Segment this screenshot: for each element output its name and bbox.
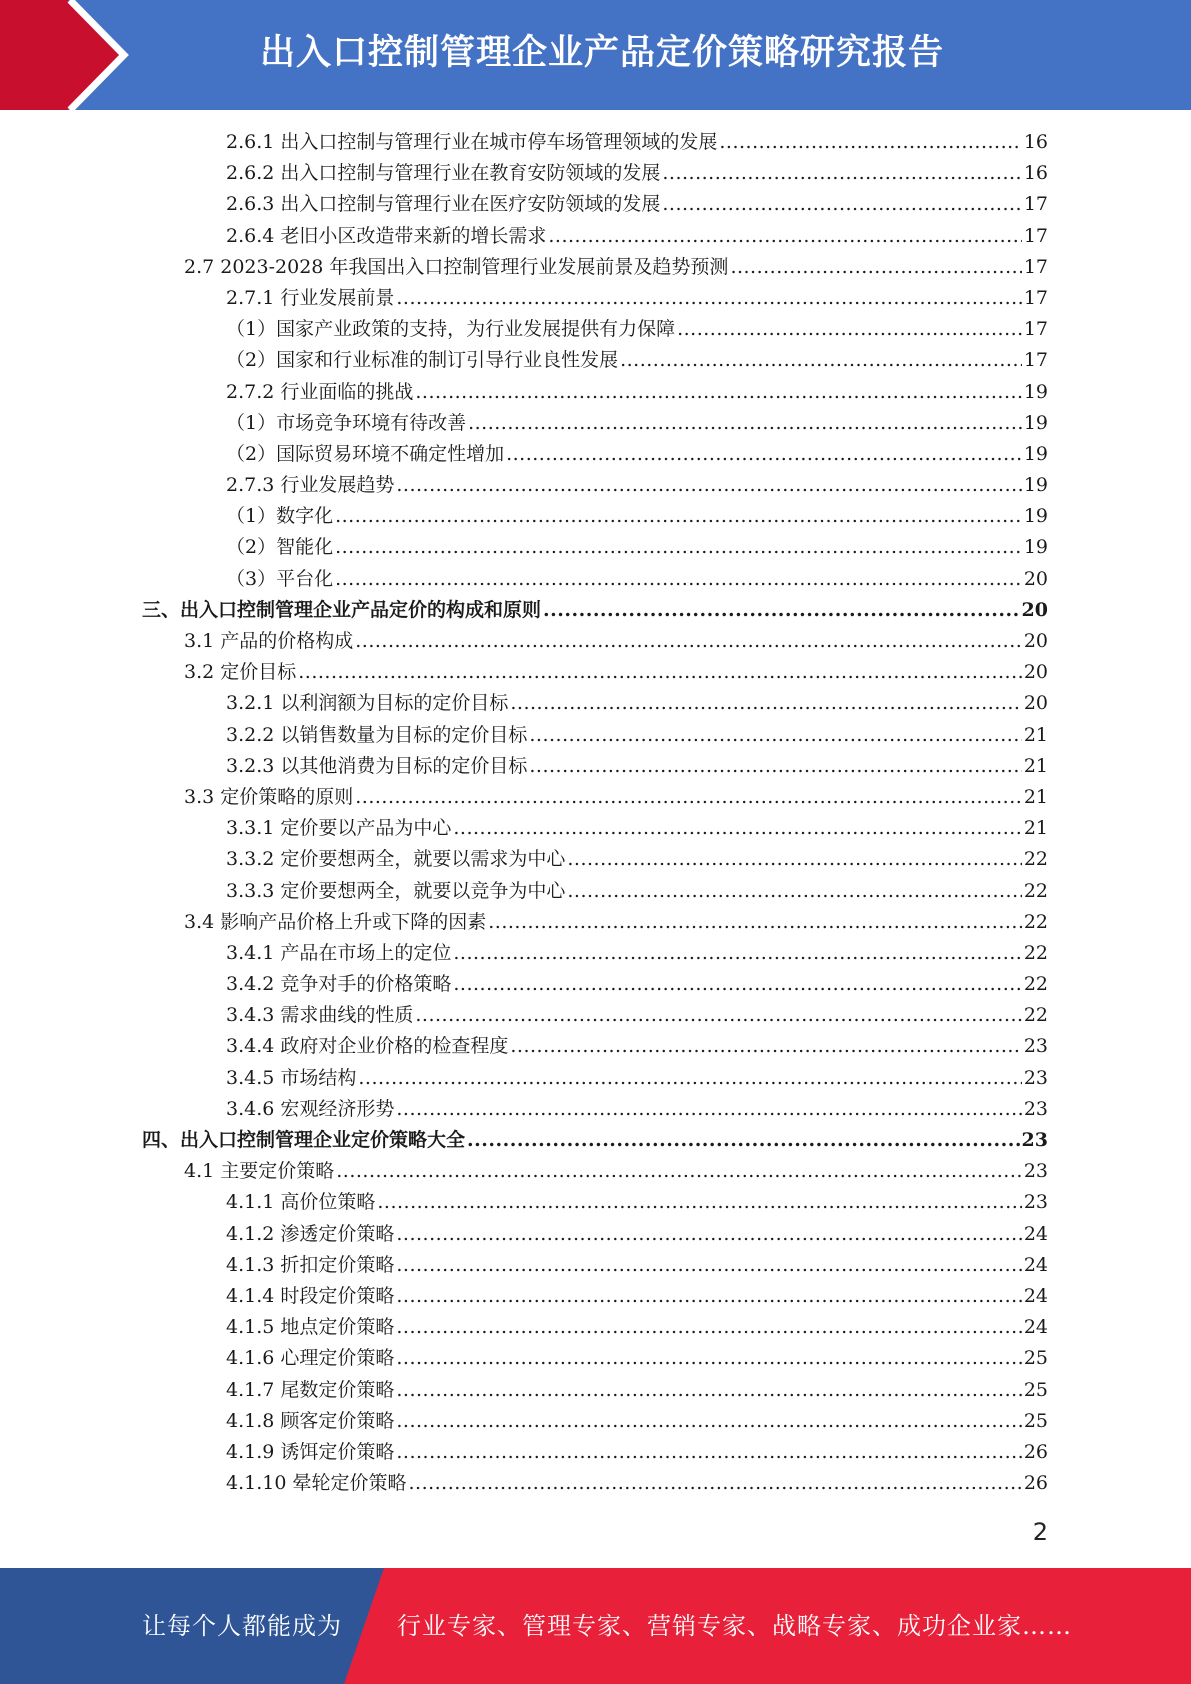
toc-dot-leader (355, 782, 1022, 813)
toc-dot-leader (396, 1094, 1021, 1125)
toc-dot-leader (453, 813, 1021, 844)
toc-entry-label: 4.1 主要定价策略 (184, 1160, 335, 1183)
toc-entry[interactable] (0, 158, 1191, 189)
toc-entry[interactable] (0, 345, 1191, 376)
toc-entry-label: 3.4.5 市场结构 (226, 1066, 357, 1089)
toc-entry-label: 2.6.2 出入口控制与管理行业在教育安防领域的发展 (226, 162, 661, 185)
toc-dot-leader (408, 1468, 1021, 1499)
toc-entry-label: （3）平台化 (226, 567, 334, 590)
toc-entry-label: 2.7.2 行业面临的挑战 (226, 380, 414, 403)
toc-entry-label: 4.1.6 心理定价策略 (226, 1347, 395, 1370)
toc-entry-label: 2.7 2023-2028 年我国出入口控制管理行业发展前景及趋势预测 (184, 255, 729, 278)
toc-entry-label: 4.1.3 折扣定价策略 (226, 1253, 395, 1276)
toc-dot-leader (336, 1156, 1022, 1187)
toc-dot-leader (468, 408, 1022, 439)
toc-entry-label: 3.2 定价目标 (184, 661, 297, 684)
toc-entry[interactable] (0, 720, 1191, 751)
toc-dot-leader (396, 1437, 1021, 1468)
toc-entry-page: 25 (1023, 1378, 1048, 1401)
toc-entry-label: 2.6.3 出入口控制与管理行业在医疗安防领域的发展 (226, 193, 661, 216)
toc-entry-page: 24 (1023, 1253, 1048, 1276)
toc-dot-leader (396, 283, 1021, 314)
toc-dot-leader (396, 1219, 1021, 1250)
toc-entry-page: 19 (1023, 411, 1048, 434)
toc-entry-page: 22 (1023, 848, 1048, 871)
table-of-contents (0, 127, 1191, 1499)
toc-entry-page: 19 (1023, 442, 1048, 465)
toc-entry-page: 20 (1023, 567, 1048, 590)
toc-entry-page: 21 (1023, 723, 1048, 746)
toc-entry-page: 20 (1021, 598, 1048, 621)
toc-entry-page: 23 (1023, 1160, 1048, 1183)
toc-dot-leader (335, 501, 1022, 532)
toc-entry-label: 4.1.2 渗透定价策略 (226, 1222, 395, 1245)
toc-entry-label: 3.4.1 产品在市场上的定位 (226, 941, 452, 964)
toc-entry[interactable] (0, 1281, 1191, 1312)
toc-entry[interactable] (0, 751, 1191, 782)
toc-entry[interactable] (0, 969, 1191, 1000)
footer-expert-list: 行业专家、管理专家、营销专家、战略专家、成功企业家…… (397, 1612, 1072, 1640)
toc-entry-page: 17 (1023, 349, 1048, 372)
toc-entry[interactable] (0, 595, 1191, 626)
toc-entry-label: 4.1.9 诱饵定价策略 (226, 1440, 395, 1463)
toc-entry-page: 24 (1023, 1222, 1048, 1245)
toc-entry[interactable] (0, 1063, 1191, 1094)
toc-entry[interactable] (0, 283, 1191, 314)
toc-entry-page: 17 (1023, 318, 1048, 341)
toc-dot-leader (510, 688, 1021, 719)
toc-entry[interactable] (0, 626, 1191, 657)
toc-entry-label: （2）国际贸易环境不确定性增加 (226, 442, 505, 465)
toc-entry[interactable] (0, 377, 1191, 408)
toc-entry[interactable] (0, 1031, 1191, 1062)
toc-entry-page: 25 (1023, 1347, 1048, 1370)
toc-entry[interactable] (0, 907, 1191, 938)
toc-entry-label: 3.3 定价策略的原则 (184, 785, 354, 808)
toc-dot-leader (662, 158, 1021, 189)
toc-entry-label: 2.7.1 行业发展前景 (226, 286, 395, 309)
header-arrow-icon (0, 0, 160, 110)
toc-entry-label: （2）国家和行业标准的制订引导行业良性发展 (226, 349, 619, 372)
toc-entry-page: 24 (1023, 1284, 1048, 1307)
toc-entry-label: 四、出入口控制管理企业定价策略大全 (142, 1129, 466, 1151)
toc-entry-label: 4.1.4 时段定价策略 (226, 1284, 395, 1307)
toc-entry-page: 21 (1023, 785, 1048, 808)
toc-entry-page: 19 (1023, 474, 1048, 497)
toc-entry-label: 4.1.7 尾数定价策略 (226, 1378, 395, 1401)
toc-entry[interactable] (0, 408, 1191, 439)
toc-entry[interactable] (0, 439, 1191, 470)
toc-entry-label: 3.3.1 定价要以产品为中心 (226, 817, 452, 840)
toc-entry-page: 23 (1023, 1191, 1048, 1214)
toc-entry-page: 19 (1023, 536, 1048, 559)
toc-entry-page: 19 (1023, 380, 1048, 403)
toc-entry[interactable] (0, 938, 1191, 969)
toc-dot-leader (355, 626, 1022, 657)
toc-entry-page: 25 (1023, 1409, 1048, 1432)
toc-entry[interactable] (0, 657, 1191, 688)
toc-entry[interactable] (0, 1187, 1191, 1218)
toc-entry[interactable] (0, 1437, 1191, 1468)
toc-dot-leader (396, 1406, 1021, 1437)
toc-entry-page: 17 (1023, 193, 1048, 216)
toc-entry-label: （1）国家产业政策的支持，为行业发展提供有力保障 (226, 318, 676, 341)
toc-entry-label: 3.2.3 以其他消费为目标的定价目标 (226, 754, 528, 777)
toc-dot-leader (377, 1187, 1021, 1218)
toc-entry[interactable] (0, 1375, 1191, 1406)
report-title: 出入口控制管理企业产品定价策略研究报告 (260, 33, 945, 73)
toc-entry[interactable] (0, 532, 1191, 563)
toc-dot-leader (335, 564, 1022, 595)
toc-entry-page: 22 (1023, 941, 1048, 964)
toc-dot-leader (510, 1031, 1021, 1062)
toc-entry-page: 20 (1023, 661, 1048, 684)
footer-slogan: 让每个人都能成为 (142, 1612, 342, 1640)
toc-entry-label: 4.1.10 晕轮定价策略 (226, 1472, 407, 1495)
toc-entry-page: 16 (1023, 131, 1048, 153)
toc-dot-leader (358, 1063, 1021, 1094)
toc-dot-leader (567, 844, 1021, 875)
toc-entry[interactable] (0, 127, 1191, 158)
toc-entry[interactable] (0, 252, 1191, 283)
toc-dot-leader (415, 1000, 1021, 1031)
toc-entry-page: 17 (1023, 286, 1048, 309)
toc-dot-leader (677, 314, 1022, 345)
toc-dot-leader (453, 969, 1021, 1000)
toc-dot-leader (548, 221, 1021, 252)
toc-dot-leader (298, 657, 1022, 688)
toc-entry-page: 23 (1021, 1129, 1048, 1151)
toc-entry-label: 三、出入口控制管理企业产品定价的构成和原则 (142, 598, 542, 621)
toc-entry-label: 3.3.2 定价要想两全，就要以需求为中心 (226, 848, 566, 871)
toc-entry[interactable] (0, 1406, 1191, 1437)
toc-dot-leader (529, 720, 1021, 751)
toc-dot-leader (620, 345, 1022, 376)
toc-entry-page: 22 (1023, 973, 1048, 996)
toc-dot-leader (396, 1375, 1021, 1406)
toc-entry[interactable] (0, 1250, 1191, 1281)
toc-entry-page: 22 (1023, 910, 1048, 933)
toc-dot-leader (396, 470, 1021, 501)
toc-entry[interactable] (0, 470, 1191, 501)
toc-entry[interactable] (0, 189, 1191, 220)
toc-dot-leader (396, 1281, 1021, 1312)
toc-entry[interactable] (0, 1156, 1191, 1187)
toc-dot-leader (719, 127, 1021, 158)
toc-entry-page: 22 (1023, 1004, 1048, 1027)
toc-entry-page: 21 (1023, 817, 1048, 840)
toc-entry-label: 4.1.1 高价位策略 (226, 1191, 376, 1214)
toc-entry[interactable] (0, 1343, 1191, 1374)
toc-entry-label: 4.1.5 地点定价策略 (226, 1316, 395, 1339)
toc-dot-leader (662, 189, 1021, 220)
toc-entry-label: 3.4.6 宏观经济形势 (226, 1097, 395, 1120)
toc-entry-page: 23 (1023, 1097, 1048, 1120)
toc-entry-page: 21 (1023, 754, 1048, 777)
toc-entry[interactable] (0, 564, 1191, 595)
toc-entry[interactable] (0, 221, 1191, 252)
toc-entry[interactable] (0, 813, 1191, 844)
toc-entry-label: 2.7.3 行业发展趋势 (226, 474, 395, 497)
toc-entry-label: （2）智能化 (226, 536, 334, 559)
toc-entry[interactable] (0, 314, 1191, 345)
toc-entry[interactable] (0, 1219, 1191, 1250)
toc-entry-label: 3.4.2 竞争对手的价格策略 (226, 973, 452, 996)
toc-entry-page: 23 (1023, 1066, 1048, 1089)
toc-entry-label: 2.6.4 老旧小区改造带来新的增长需求 (226, 224, 547, 247)
toc-entry[interactable] (0, 1125, 1191, 1156)
toc-entry-label: 4.1.8 顾客定价策略 (226, 1409, 395, 1432)
toc-entry-label: （1）市场竞争环境有待改善 (226, 411, 467, 434)
toc-dot-leader (335, 532, 1022, 563)
toc-dot-leader (396, 1343, 1021, 1374)
toc-entry-page: 17 (1023, 224, 1048, 247)
toc-entry-page: 20 (1023, 630, 1048, 652)
toc-dot-leader (543, 595, 1020, 626)
toc-dot-leader (529, 751, 1021, 782)
toc-entry-page: 19 (1023, 505, 1048, 528)
toc-entry-page: 23 (1023, 1035, 1048, 1058)
toc-entry-page: 24 (1023, 1316, 1048, 1339)
toc-dot-leader (467, 1125, 1020, 1156)
toc-entry-page: 20 (1023, 692, 1048, 715)
toc-dot-leader (488, 907, 1022, 938)
toc-entry-label: 3.2.2 以销售数量为目标的定价目标 (226, 723, 528, 746)
toc-dot-leader (453, 938, 1021, 969)
toc-dot-leader (396, 1312, 1021, 1343)
report-header (0, 0, 1191, 110)
toc-entry-label: 3.2.1 以利润额为目标的定价目标 (226, 692, 509, 715)
toc-entry[interactable] (0, 688, 1191, 719)
toc-entry-label: 2.6.1 出入口控制与管理行业在城市停车场管理领域的发展 (226, 131, 718, 153)
toc-entry-label: 3.1 产品的价格构成 (184, 630, 354, 652)
footer-banner (0, 1568, 1191, 1684)
toc-entry-label: 3.4.3 需求曲线的性质 (226, 1004, 414, 1027)
toc-entry[interactable] (0, 1468, 1191, 1499)
toc-dot-leader (506, 439, 1022, 470)
toc-dot-leader (396, 1250, 1021, 1281)
toc-entry[interactable] (0, 1000, 1191, 1031)
toc-entry-page: 16 (1023, 162, 1048, 185)
toc-entry[interactable] (0, 1312, 1191, 1343)
toc-entry-page: 22 (1023, 879, 1048, 902)
toc-entry-label: （1）数字化 (226, 505, 334, 528)
toc-entry-page: 26 (1023, 1440, 1048, 1463)
toc-entry-label: 3.4.4 政府对企业价格的检查程度 (226, 1035, 509, 1058)
toc-entry-label: 3.3.3 定价要想两全，就要以竞争为中心 (226, 879, 566, 902)
toc-entry-label: 3.4 影响产品价格上升或下降的因素 (184, 910, 487, 933)
toc-entry[interactable] (0, 876, 1191, 907)
toc-entry[interactable] (0, 1094, 1191, 1125)
toc-dot-leader (567, 876, 1021, 907)
page-number: 2 (1032, 1518, 1048, 1546)
toc-entry[interactable] (0, 844, 1191, 875)
toc-entry[interactable] (0, 782, 1191, 813)
toc-dot-leader (730, 252, 1021, 283)
toc-entry-page: 26 (1023, 1472, 1048, 1495)
toc-dot-leader (415, 377, 1021, 408)
toc-entry-page: 17 (1023, 255, 1048, 278)
toc-entry[interactable] (0, 501, 1191, 532)
